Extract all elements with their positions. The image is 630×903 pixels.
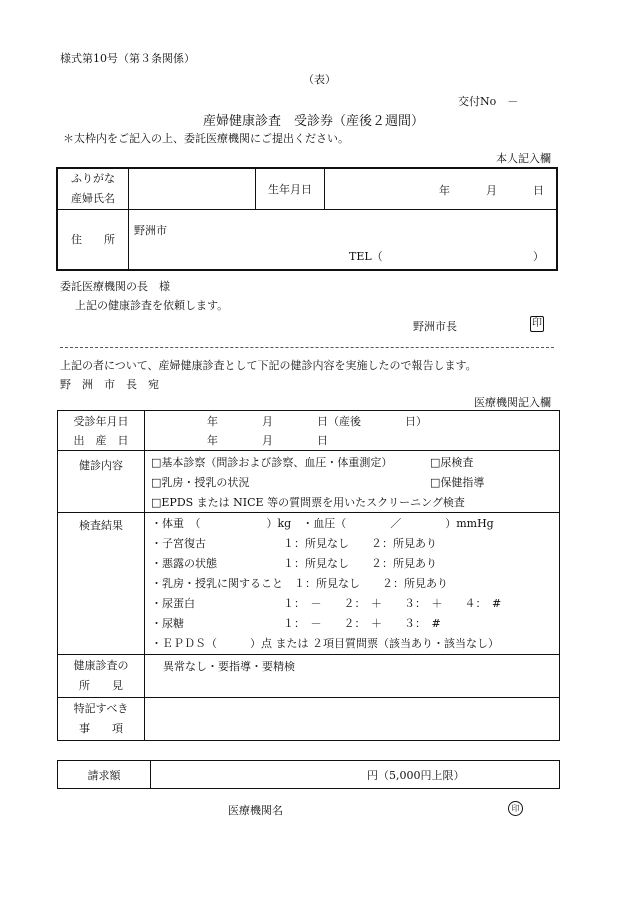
issue-number: 交付No － [458,95,519,108]
findings-label-line2: 所 見 [79,679,123,692]
clinic-name-label: 医療機関名 [228,804,283,817]
self-fill-label: 本人記入欄 [496,152,551,165]
result-urine-sugar: ・尿糖 １： － ２： ＋ ３： # [151,617,441,630]
name-field[interactable] [129,168,256,210]
billing-amount-field[interactable]: 円（5,000円上限） [151,761,560,789]
delivery-date-value: 年 月 日 [207,433,328,447]
clinic-seal [508,801,523,816]
cut-line [60,347,554,348]
mayor-seal [530,316,544,332]
dates-label-cell [58,411,145,451]
check-breast-status[interactable]: □乳房・授乳の状況 [151,476,250,489]
dates-field[interactable] [145,411,560,451]
findings-label-line1: 健康診査の [73,659,129,672]
results-field[interactable] [145,513,560,655]
result-weight-bp: ・体重 （ ）kg ・血圧（ ／ ）mmHg [151,517,494,530]
special-notes-field[interactable] [145,698,560,741]
result-urine-protein: ・尿蛋白 １： － ２： ＋ ３： ＋ ４： # [151,597,502,610]
tel-close: ） [533,250,544,263]
check-basic-exam[interactable]: □基本診察（問診および診察、血圧・体重測定） [151,456,393,469]
request-text: 上記の健康診査を依頼します。 [75,299,229,312]
delivery-date-label: 出 産 日 [73,433,129,447]
address-label: 住 所 [57,210,129,270]
check-health-guidance[interactable]: □保健指導 [430,476,485,489]
address-value: 野洲市 [134,224,167,237]
birth-day-unit: 日 [533,184,544,197]
report-addressee: 野 洲 市 長 宛 [60,378,159,391]
clinic-fill-label: 医療機関記入欄 [474,396,551,409]
result-uterus: ・子宮復古 １：所見なし ２：所見あり [151,537,437,550]
findings-field[interactable]: 異常なし・要指導・要精検 [145,655,560,698]
instruction-text: ＊太枠内をご記入の上、委託医療機関にご提出ください。 [63,132,349,145]
name-label-cell [57,168,129,210]
mayor-label: 野洲市長 [413,320,457,333]
seal-mark: 印 [530,316,544,332]
birth-date-field[interactable] [325,168,558,210]
report-text: 上記の者について、産婦健康診査として下記の健診内容を実施したので報告します。 [60,359,477,372]
birth-date-label: 生年月日 [256,168,325,210]
special-label-line2: 事 項 [79,722,123,735]
result-lochia: ・悪露の状態 １：所見なし ２：所見あり [151,557,437,570]
furigana-label: ふりがな [71,172,115,185]
results-label: 検査結果 [58,513,145,655]
clinic-seal-mark: 印 [508,801,523,816]
form-title: 産婦健康診査 受診券（産後２週間） [203,114,425,129]
special-label-line1: 特記すべき [73,702,129,715]
name-label: 産婦氏名 [71,192,115,205]
patient-info-table [56,167,558,271]
billing-label: 請求額 [58,761,151,789]
content-field[interactable] [145,451,560,513]
billing-table [57,760,560,789]
result-epds: ・ＥＰＤＳ（ ）点 または ２項目質問票（該当あり・該当なし） [151,637,499,650]
tel-label: TEL（ [349,250,383,263]
exam-table [57,410,560,741]
birth-month-unit: 月 [486,184,497,197]
form-side: （表） [303,73,336,86]
check-urine-test[interactable]: □尿検査 [430,456,474,469]
visit-date-value: 年 月 日（産後 日） [207,414,427,428]
visit-date-label: 受診年月日 [73,414,129,428]
form-number: 様式第10号（第３条関係） [60,52,195,65]
special-notes-label [58,698,145,741]
birth-year-unit: 年 [439,184,450,197]
check-screening[interactable]: □EPDS または NICE 等の質問票を用いたスクリーニング検査 [151,496,465,509]
findings-label [58,655,145,698]
request-addressee: 委託医療機関の長 様 [60,280,170,293]
content-label: 健診内容 [58,451,145,513]
result-breast: ・乳房・授乳に関すること １：所見なし ２：所見あり [151,577,448,590]
address-field[interactable] [129,210,558,270]
